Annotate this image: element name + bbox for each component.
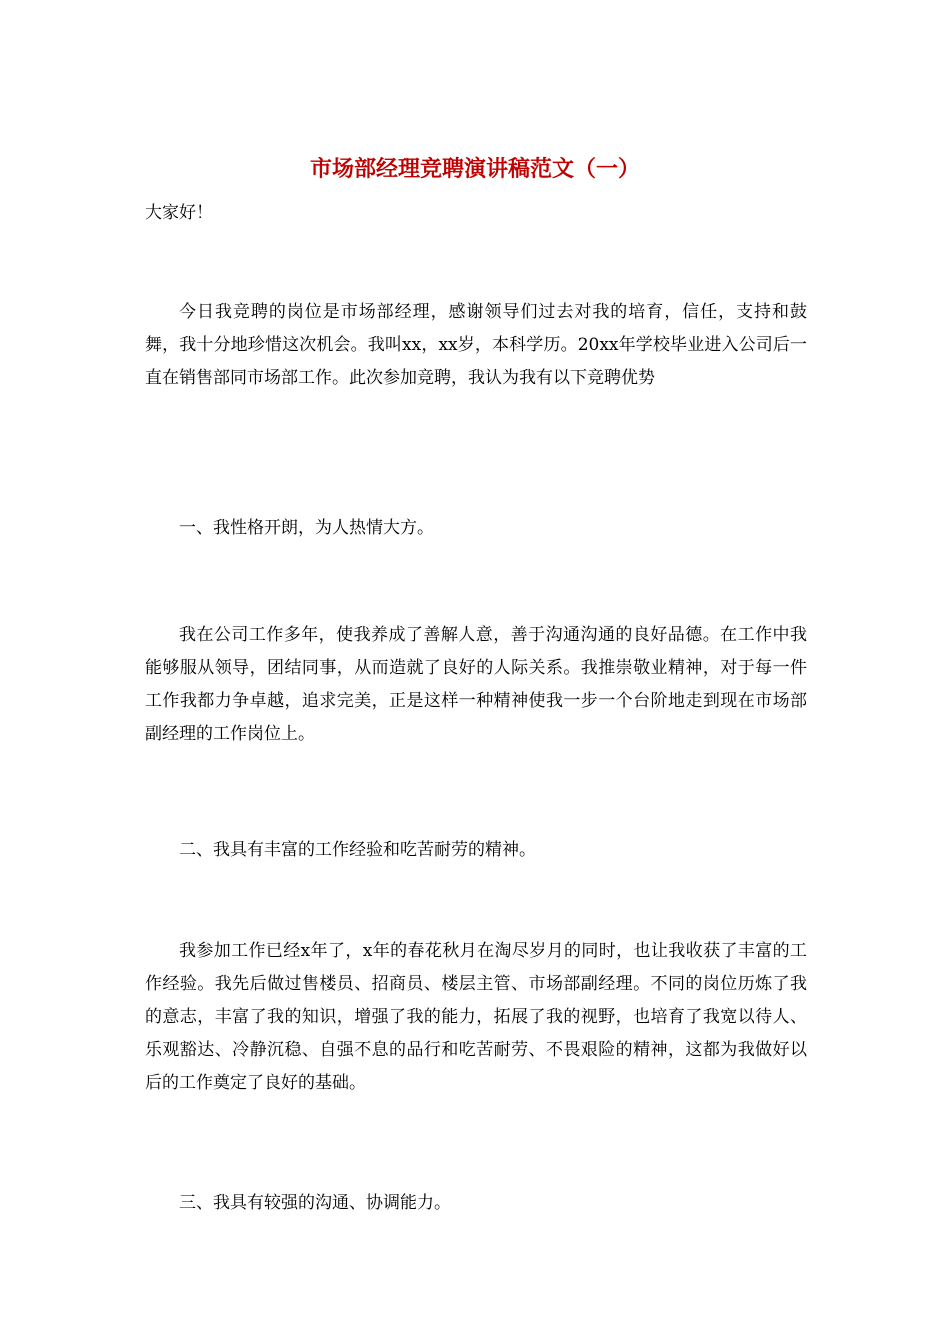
greeting-text: 大家好！ xyxy=(145,203,213,223)
heading-point-two: 二、我具有丰富的工作经验和吃苦耐劳的精神。 xyxy=(179,840,536,860)
heading-point-one: 一、我性格开朗，为人热情大方。 xyxy=(179,518,434,538)
paragraph-point-two: 我参加工作已经x年了，x年的春花秋月在淘尽岁月的同时，也让我收获了丰富的工作经验。我先后做过售楼员、招商员、楼层主管、市场部副经理。不同的岗位历炼了我的意志，丰富了我的知识，增强了我的能力，拓展了我的视野，也培育了我宽以待人、乐观豁达、冷静沉稳、自强不息的品行和吃苦耐劳、不畏艰险的精神，这都为我做好以后的工作奠定了良好的基础。 xyxy=(145,941,807,1093)
heading-point-three: 三、我具有较强的沟通、协调能力。 xyxy=(179,1193,451,1213)
paragraph-point-one: 我在公司工作多年，使我养成了善解人意，善于沟通沟通的良好品德。在工作中我能够服从领导，团结同事，从而造就了良好的人际关系。我推崇敬业精神，对于每一件工作我都力争卓越，追求完美，正是这样一种精神使我一步一个台阶地走到现在市场部副经理的工作岗位上。 xyxy=(145,625,807,744)
document-title: 市场部经理竞聘演讲稿范文（一） xyxy=(309,156,640,182)
paragraph-intro: 今日我竞聘的岗位是市场部经理，感谢领导们过去对我的培育，信任，支持和鼓舞，我十分地珍惜这次机会。我叫xx，xx岁，本科学历。20xx年学校毕业进入公司后一直在销售部同市场部工作。此次参加竞聘，我认为我有以下竞聘优势 xyxy=(145,302,807,388)
